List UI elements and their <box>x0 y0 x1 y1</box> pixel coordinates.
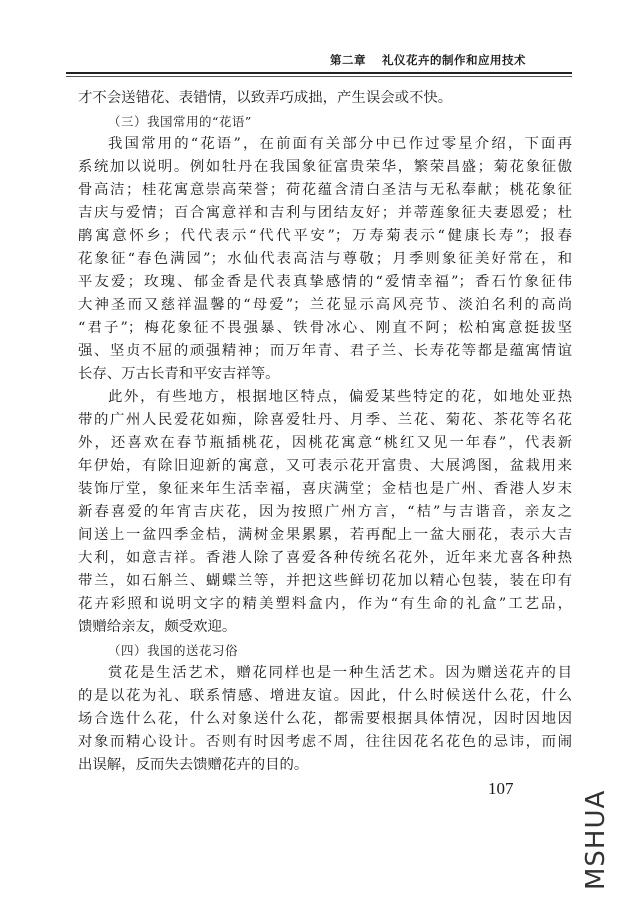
page-number: 107 <box>488 779 514 798</box>
text-line: 新春喜爱的年宵吉庆花，因为按照广州方言，“桔”与吉谐音，亲友之 <box>78 504 572 520</box>
text-line: 出误解，反而失去馈赠花卉的目的。 <box>78 757 309 773</box>
text-line: 花象征“春色满园”；水仙代表高洁与尊敬；月季则象征美好常在，和 <box>78 251 572 267</box>
text-line: 鹃寓意怀乡；代代表示“代代平安”；万寿菊表示“健康长寿”；报春 <box>78 228 572 244</box>
text-line: 长存、万古长青和平安吉祥等。 <box>78 366 280 382</box>
text-line: 平友爱；玫瑰、郁金香是代表真挚感情的“爱情幸福”；香石竹象征伟 <box>78 274 572 290</box>
watermark <box>578 790 614 890</box>
text-line: 吉庆与爱情；百合寓意祥和吉利与团结友好；并蒂莲象征夫妻恩爱；杜 <box>78 205 572 221</box>
text-line: 带的广州人民爱花如痴，除喜爱牡丹、月季、兰花、菊花、茶花等名花 <box>78 412 572 428</box>
text-line: 馈赠给亲友，颇受欢迎。 <box>78 619 237 635</box>
chapter-title: 礼仪花卉的制作和应用技术 <box>382 53 526 67</box>
text-line: 赏花是生活艺术，赠花同样也是一种生活艺术。因为赠送花卉的目 <box>108 665 572 681</box>
text-line: 间送上一盆四季金桔，满树金果累累，若再配上一盆大丽花，表示大吉 <box>78 527 572 543</box>
text-line: 我国常用的“花语”，在前面有关部分中已作过零星介绍，下面再 <box>108 136 572 152</box>
text-line: 大神圣而又慈祥温馨的“母爱”；兰花显示高风亮节、淡泊名利的高尚 <box>78 297 572 313</box>
text-line: 骨高洁；桂花寓意崇高荣誉；荷花蕴含清白圣洁与无私奉献；桃花象征 <box>78 182 572 198</box>
text-line: “君子”；梅花象征不畏强暴、铁骨冰心、刚直不阿；松柏寓意挺拔坚 <box>78 320 572 336</box>
text-line: 外，还喜欢在春节瓶插桃花，因桃花寓意“桃红又见一年春”，代表新 <box>78 435 572 451</box>
text-line: 才不会送错花、表错情，以致弄巧成拙，产生误会或不快。 <box>78 90 453 106</box>
text-line: 带兰，如石斛兰、蝴蝶兰等，并把这些鲜切花加以精心包装，装在印有 <box>78 573 572 589</box>
section-heading: （三）我国常用的“花语” <box>108 114 252 129</box>
body-text <box>78 87 572 777</box>
watermark-text: MSHUA <box>581 790 611 890</box>
text-line: 的是以花为礼、联系情感、增进友谊。因此，什么时候送什么花，什么 <box>78 688 572 704</box>
text-line: 场合选什么花，什么对象送什么花，都需要根据具体情况，因时因地因 <box>78 711 572 727</box>
running-header <box>330 52 570 68</box>
section-heading: （四）我国的送花习俗 <box>108 643 239 658</box>
header-rule-thin <box>66 76 572 77</box>
text-line: 花卉彩照和说明文字的精美塑料盒内，作为“有生命的礼盒”工艺品， <box>78 596 572 612</box>
text-line: 年伊始，有除旧迎新的寓意，又可表示花开富贵、大展鸿图，盆栽用来 <box>78 458 572 474</box>
text-line: 此外，有些地方，根据地区特点，偏爱某些特定的花，如地处亚热 <box>108 389 572 405</box>
chapter-label: 第二章 <box>330 53 366 67</box>
text-line: 系统加以说明。例如牡丹在我国象征富贵荣华，繁荣昌盛；菊花象征傲 <box>78 159 572 175</box>
text-line: 大利，如意吉祥。香港人除了喜爱各种传统名花外，近年来尤喜各种热 <box>78 550 572 566</box>
text-line: 强、坚贞不屈的顽强精神；而万年青、君子兰、长寿花等都是蕴寓情谊 <box>78 343 572 359</box>
text-line: 对象而精心设计。否则有时因考虑不周，往往因花名花色的忌讳，而闹 <box>78 734 572 750</box>
header-rule <box>66 72 572 74</box>
text-line: 装饰厅堂，象征来年生活幸福，喜庆满堂；金桔也是广州、香港人岁末 <box>78 481 572 497</box>
